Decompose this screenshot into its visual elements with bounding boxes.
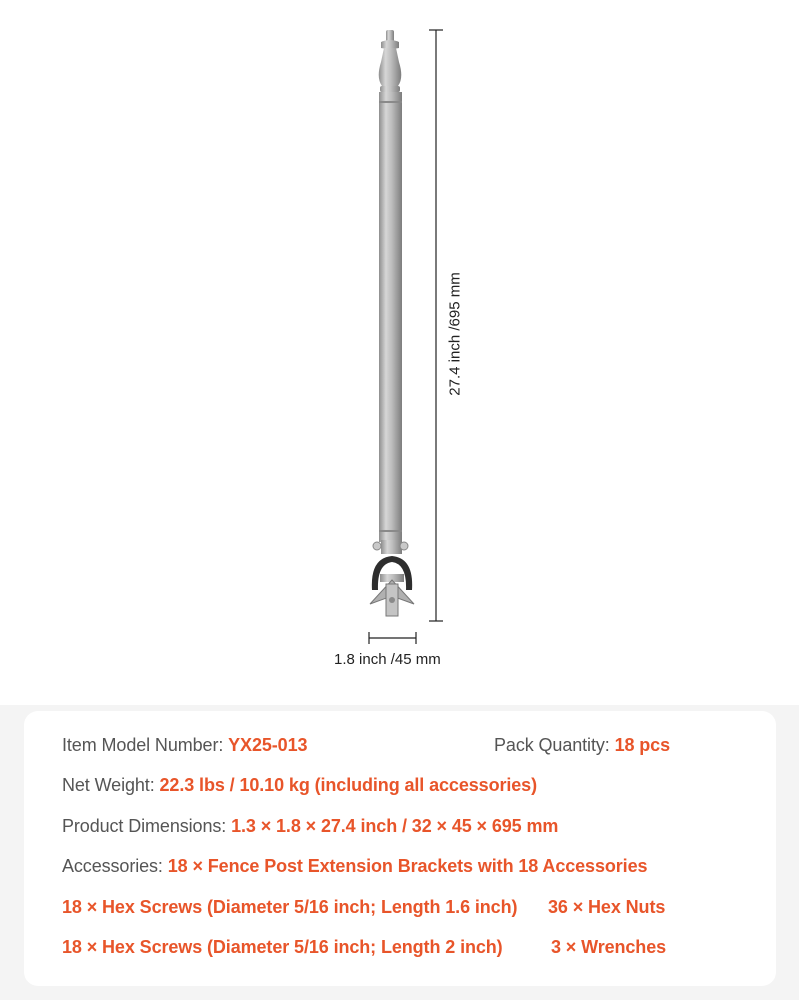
hex-screws-2-row: 18 × Hex Screws (Diameter 5/16 inch; Length 2 inch)	[62, 937, 503, 957]
pack-quantity-row	[494, 735, 670, 756]
accessories-label: Accessories:	[62, 856, 168, 876]
height-dimension-line	[429, 30, 443, 621]
pack-quantity-value: 18 pcs	[614, 735, 671, 755]
product-dimensions-label: Product Dimensions:	[62, 816, 232, 836]
pack-quantity-label: Pack Quantity:	[494, 735, 615, 755]
post-tube	[379, 92, 402, 554]
net-weight-value: 22.3 lbs / 10.10 kg (including all accessories)	[159, 775, 537, 795]
hex-screws-1-6-row: 18 × Hex Screws (Diameter 5/16 inch; Length 1.6 inch)	[62, 897, 518, 917]
product-dimensions-value: 1.3 × 1.8 × 27.4 inch / 32 × 45 × 695 mm	[231, 816, 559, 836]
model-number-value: YX25-013	[228, 735, 308, 755]
model-number-label: Item Model Number:	[62, 735, 229, 755]
net-weight-row	[62, 775, 537, 796]
model-number-row	[62, 735, 307, 756]
product-dimensions-row	[62, 816, 558, 837]
width-dimension-line	[369, 632, 416, 644]
width-dimension-label: 1.8 inch /45 mm	[334, 651, 441, 668]
accessories-value: 18 × Fence Post Extension Brackets with 18 Accessories	[167, 856, 648, 876]
net-weight-label: Net Weight:	[62, 775, 160, 795]
specification-card	[24, 711, 776, 986]
post-finial	[379, 30, 402, 92]
height-dimension-label: 27.4 inch /695 mm	[446, 272, 464, 396]
wrenches-row: 3 × Wrenches	[551, 937, 667, 957]
hex-nuts-row: 36 × Hex Nuts	[548, 897, 666, 917]
accessories-row	[62, 856, 647, 877]
